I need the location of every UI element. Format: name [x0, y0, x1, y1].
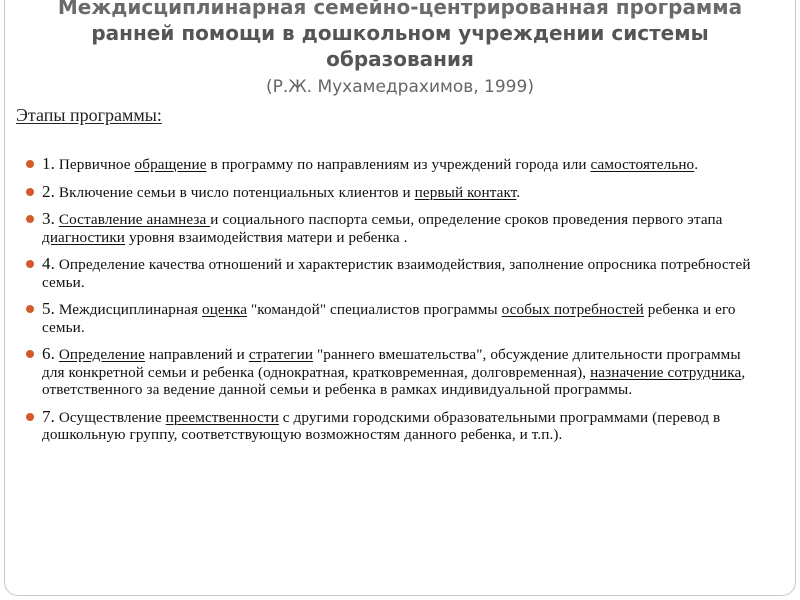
stage-item-5	[22, 300, 762, 336]
underlined-term: диагностики	[42, 228, 126, 246]
stage-text: Междисциплинарная	[54, 301, 202, 318]
bullet-dot-icon	[26, 413, 34, 421]
slide-title	[40, 0, 760, 100]
underlined-term: самостоятельно	[590, 156, 695, 173]
stage-item-6	[22, 345, 762, 399]
bullet-dot-icon	[26, 260, 34, 268]
stage-item-4	[22, 255, 762, 291]
underlined-term: особых потребностей	[501, 301, 644, 318]
stage-text: с другими городскими образовательными программами (перевод в дошкольную группу, соответствующую возможностям данного ребенка, и т.п.).	[42, 408, 721, 443]
underlined-term: стратегии	[248, 346, 314, 363]
underlined-term: преемственности	[165, 408, 279, 426]
stage-item-2	[22, 183, 762, 202]
stage-text: .	[694, 156, 699, 173]
underlined-term: Составление анамнеза	[58, 211, 211, 228]
stage-text: Первичное	[54, 156, 135, 173]
stage-number: 2.	[42, 181, 55, 201]
underlined-term: обращение	[134, 156, 207, 173]
stage-item-3	[22, 210, 762, 246]
title-line-1: Междисциплинарная семейно-центрированная программа	[57, 0, 743, 19]
stage-text: , ответственного за ведение данной семьи и ребенка в рамках индивидуальной программы.	[42, 363, 746, 398]
stage-text: и социального паспорта семьи, определение сроков проведения первого этапа	[210, 211, 723, 228]
stage-text: Определение качества отношений и характеристик взаимодействия, заполнение опросника потребностей семьи.	[42, 256, 751, 291]
underlined-term: Определение	[58, 346, 145, 363]
stage-text: "раннего вмешательства", обсуждение длительности программы для конкретной семьи и ребенка (однократная, кратковременная, долговременная),	[42, 346, 741, 381]
stage-text: "командой" специалистов программы	[247, 301, 502, 318]
underlined-term: назначение сотрудника	[590, 363, 742, 381]
stage-text: в программу по направлениям из учреждений города или	[206, 156, 591, 173]
stage-text: ребенка и его семьи.	[42, 301, 736, 336]
stage-text: .	[516, 183, 521, 201]
section-heading: Этапы программы:	[16, 105, 162, 125]
underlined-term: оценка	[202, 301, 248, 318]
bullet-dot-icon	[26, 188, 34, 196]
stage-text: уровня взаимодействия матери и ребенка .	[125, 228, 408, 246]
stage-item-7	[22, 408, 762, 444]
title-line-3: образования	[326, 47, 474, 71]
stage-text: Включение семьи в число потенциальных клиентов и	[54, 183, 415, 201]
bullet-dot-icon	[26, 160, 34, 168]
stage-item-1	[22, 155, 762, 174]
stage-number: 7.	[42, 406, 55, 426]
stage-number: 1.	[42, 154, 55, 173]
stage-number: 6.	[42, 344, 55, 363]
stage-number: 5.	[42, 299, 55, 318]
stage-text: направлений и	[144, 346, 249, 363]
bullet-dot-icon	[26, 215, 34, 223]
title-line-2: ранней помощи в дошкольном учреждении системы	[91, 21, 709, 45]
underlined-term: первый контакт	[414, 183, 517, 201]
stage-text: Осуществление	[54, 408, 166, 426]
stage-number: 3.	[42, 209, 55, 228]
stages-list	[22, 155, 762, 453]
bullet-dot-icon	[26, 350, 34, 358]
stage-number: 4.	[42, 254, 55, 273]
title-subtitle: (Р.Ж. Мухамедрахимов, 1999)	[266, 77, 534, 97]
bullet-dot-icon	[26, 305, 34, 313]
